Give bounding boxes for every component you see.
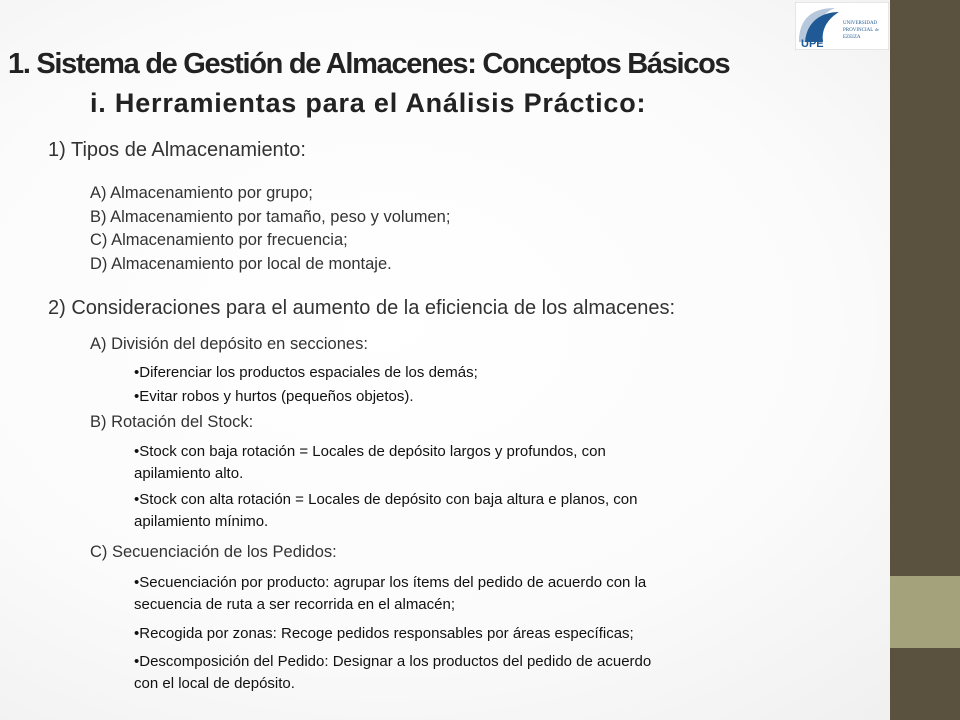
bullet-a1: •Diferenciar los productos espaciales de los demás; (134, 364, 478, 381)
bullet-b2-line2: apilamiento mínimo. (134, 513, 269, 530)
bullet-b1-line1: •Stock con baja rotación = Locales de depósito largos y profundos, con (134, 443, 606, 460)
storage-type-item: B) Almacenamiento por tamaño, peso y volumen; (90, 207, 451, 226)
storage-types-list (90, 182, 450, 276)
subsection-b-heading: B) Rotación del Stock: (90, 413, 254, 431)
logo-line-2: PROVINCIAL (843, 28, 874, 33)
storage-type-item: C) Almacenamiento por frecuencia; (90, 231, 348, 249)
storage-type-item: D) Almacenamiento por local de montaje. (90, 254, 392, 273)
bullet-b1-line2: apilamiento alto. (134, 465, 244, 482)
section1-heading: 1) Tipos de Almacenamiento: (48, 139, 306, 161)
logo-line-3: de (875, 27, 879, 32)
logo-line-4: EZEIZA (843, 35, 861, 40)
storage-type-item: A) Almacenamiento por grupo; (90, 184, 313, 202)
slide-title: 1. Sistema de Gestión de Almacenes: Conceptos Básicos (8, 48, 730, 80)
right-accent-block (890, 576, 960, 648)
upe-logo (795, 2, 889, 50)
bullet-c2: •Recogida por zonas: Recoge pedidos responsables por áreas específicas; (134, 625, 634, 642)
bullet-a2: •Evitar robos y hurtos (pequeños objetos). (134, 388, 414, 405)
subsection-a-heading: A) División del depósito en secciones: (90, 335, 368, 353)
section2-heading: 2) Consideraciones para el aumento de la eficiencia de los almacenes: (48, 297, 676, 319)
bullet-c1-line1: •Secuenciación por producto: agrupar los ítems del pedido de acuerdo con la (134, 574, 647, 591)
logo-line-1: UNIVERSIDAD (843, 21, 878, 26)
logo-abbr: UPE (801, 38, 824, 50)
bullet-c3-line1: •Descomposición del Pedido: Designar a los productos del pedido de acuerdo (134, 653, 652, 670)
bullet-b2-line1: •Stock con alta rotación = Locales de depósito con baja altura e planos, con (134, 491, 638, 508)
bullet-c3-line2: con el local de depósito. (134, 675, 295, 692)
bullet-c1-line2: secuencia de ruta a ser recorrida en el almacén; (134, 596, 456, 613)
subsection-c-heading: C) Secuenciación de los Pedidos: (90, 543, 337, 561)
slide-subtitle: i. Herramientas para el Análisis Práctico: (90, 88, 647, 118)
